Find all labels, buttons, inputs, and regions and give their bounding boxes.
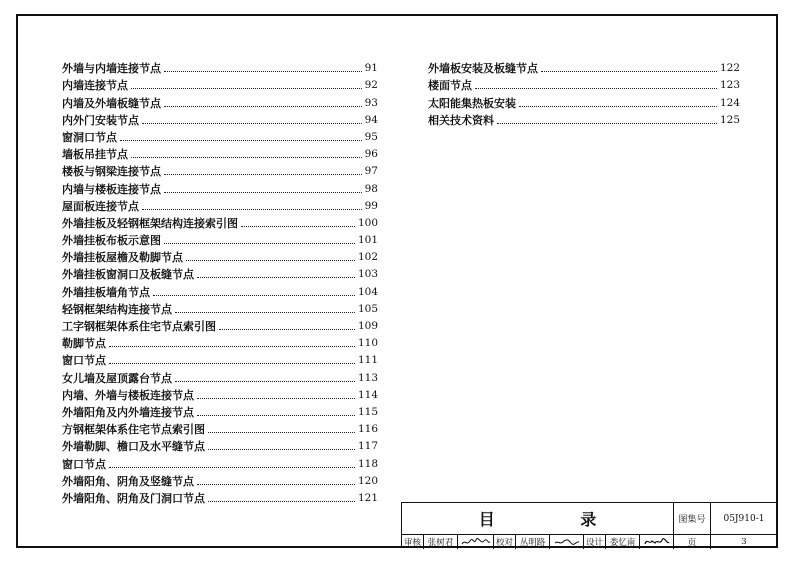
- toc-entry: [62, 247, 378, 264]
- toc-entry-title: 外墙阳角、阴角及门洞口节点: [62, 491, 205, 505]
- toc-entry: [62, 110, 378, 127]
- toc-entry-title: 方钢框架体系住宅节点索引图: [62, 423, 205, 437]
- toc-leader-dots: [131, 88, 362, 89]
- check-label: 校对: [494, 534, 516, 549]
- toc-entry-title: 内外门安装节点: [62, 113, 139, 127]
- toc-leader-dots: [109, 363, 355, 364]
- review-name: 张树君: [424, 534, 458, 549]
- toc-entry-page: 110: [357, 337, 378, 350]
- atlas-number: 05J910-1: [723, 513, 765, 524]
- toc-entry-page: 95: [364, 130, 378, 143]
- toc-leader-dots: [142, 209, 362, 210]
- toc-leader-dots: [153, 295, 355, 296]
- toc-entry: [62, 92, 378, 109]
- toc-entry-page: 124: [719, 96, 740, 109]
- toc-left-column: [62, 58, 378, 505]
- toc-entry-page: 91: [364, 62, 378, 75]
- toc-entry-page: 111: [357, 354, 378, 367]
- title-block: [401, 502, 778, 548]
- toc-leader-dots: [197, 484, 355, 485]
- toc-entry-title: 内墙及外墙板缝节点: [62, 96, 161, 110]
- toc-entry-page: 97: [364, 165, 378, 178]
- toc-entry: [62, 316, 378, 333]
- toc-entry-page: 109: [357, 320, 378, 332]
- toc-entry-page: 121: [357, 491, 378, 504]
- check-signature: [550, 534, 584, 549]
- toc-entry-page: 101: [357, 234, 378, 247]
- toc-entry-page: 113: [357, 371, 378, 384]
- toc-entry-page: 118: [357, 457, 378, 470]
- toc-entry-page: 120: [357, 474, 378, 487]
- toc-entry-page: 103: [357, 268, 378, 281]
- toc-leader-dots: [208, 501, 355, 502]
- toc-leader-dots: [519, 106, 717, 107]
- toc-leader-dots: [208, 449, 355, 450]
- toc-entry: [62, 299, 378, 316]
- toc-entry: [62, 127, 378, 144]
- toc-leader-dots: [175, 381, 355, 382]
- toc-entry-title: 外墙挂板墙角节点: [62, 285, 150, 299]
- toc-entry-title: 外墙挂板布板示意图: [62, 234, 161, 248]
- toc-entry-title: 相关技术资料: [428, 113, 494, 127]
- toc-entry-title: 外墙挂板及轻钢框架结构连接索引图: [62, 216, 238, 230]
- atlas-number-label: 图集号: [674, 503, 711, 534]
- toc-entry-page: 102: [357, 251, 378, 264]
- toc-entry: [62, 196, 378, 213]
- toc-entry: [62, 385, 378, 402]
- toc-entry-page: 99: [364, 199, 378, 212]
- toc-entry-title: 外墙与内墙连接节点: [62, 62, 161, 76]
- page-number: 3: [741, 536, 747, 547]
- toc-leader-dots: [541, 71, 717, 72]
- toc-leader-dots: [497, 123, 717, 124]
- toc-entry-page: 125: [719, 113, 740, 126]
- design-name: 娄忆南: [606, 534, 640, 549]
- toc-entry: [62, 350, 378, 367]
- toc-entry: [62, 453, 378, 470]
- toc-entry: [428, 92, 740, 109]
- toc-entry-title: 外墙阳角及内外墙连接节点: [62, 405, 194, 419]
- toc-entry-page: 96: [364, 148, 378, 161]
- toc-entry-page: 115: [357, 405, 378, 418]
- toc-entry-page: 104: [357, 285, 378, 298]
- toc-entry: [428, 58, 740, 75]
- review-signature: [458, 534, 494, 549]
- toc-entry: [62, 281, 378, 298]
- toc-entry-title: 窗口节点: [62, 457, 106, 471]
- toc-leader-dots: [186, 260, 355, 261]
- toc-entry-title: 女儿墙及屋顶露台节点: [62, 371, 172, 385]
- toc-leader-dots: [219, 329, 355, 330]
- toc-leader-dots: [164, 243, 355, 244]
- toc-leader-dots: [164, 71, 362, 72]
- toc-entry-page: 117: [357, 440, 378, 453]
- design-label: 设计: [584, 534, 606, 549]
- toc-entry-title: 内墙连接节点: [62, 79, 128, 93]
- toc-entry-page: 123: [719, 79, 740, 92]
- toc-entry: [62, 436, 378, 453]
- toc-leader-dots: [164, 106, 362, 107]
- design-signature: [640, 534, 674, 549]
- toc-entry-title: 太阳能集热板安装: [428, 96, 516, 110]
- toc-entry-title: 外墙板安装及板缝节点: [428, 62, 538, 76]
- toc-entry-page: 105: [357, 302, 378, 315]
- toc-entry-page: 100: [357, 216, 378, 229]
- toc-entry-page: 92: [364, 79, 378, 92]
- toc-leader-dots: [197, 277, 355, 278]
- toc-entry-title: 楼板与钢梁连接节点: [62, 165, 161, 179]
- toc-leader-dots: [142, 123, 362, 124]
- toc-entry: [62, 58, 378, 75]
- toc-leader-dots: [164, 192, 362, 193]
- toc-entry-title: 窗洞口节点: [62, 130, 117, 144]
- toc-entry: [62, 144, 378, 161]
- toc-entry-title: 外墙挂板窗洞口及板缝节点: [62, 268, 194, 282]
- toc-entry-title: 楼面节点: [428, 79, 472, 93]
- toc-entry-title: 窗口节点: [62, 354, 106, 368]
- toc-entry: [62, 402, 378, 419]
- toc-leader-dots: [208, 432, 355, 433]
- toc-entry: [62, 367, 378, 384]
- toc-entry: [428, 110, 740, 127]
- toc-entry-title: 轻钢框架结构连接节点: [62, 302, 172, 316]
- toc-leader-dots: [475, 88, 717, 89]
- toc-leader-dots: [197, 398, 355, 399]
- toc-entry: [62, 213, 378, 230]
- toc-entry: [62, 161, 378, 178]
- check-name: 丛明路: [516, 534, 550, 549]
- toc-entry: [62, 471, 378, 488]
- toc-entry: [62, 230, 378, 247]
- review-label: 审核: [402, 534, 424, 549]
- toc-entry-title: 墙板吊挂节点: [62, 148, 128, 162]
- toc-entry-title: 外墙阳角、阴角及竖缝节点: [62, 474, 194, 488]
- toc-entry: [62, 178, 378, 195]
- toc-entry: [62, 333, 378, 350]
- toc-entry-page: 94: [364, 113, 378, 126]
- toc-entry-title: 内墙与楼板连接节点: [62, 182, 161, 196]
- toc-entry-page: 122: [719, 62, 740, 75]
- toc-entry-title: 屋面板连接节点: [62, 199, 139, 213]
- toc-entry-title: 外墙挂板屋檐及勒脚节点: [62, 251, 183, 265]
- toc-leader-dots: [164, 174, 362, 175]
- toc-entry-title: 内墙、外墙与楼板连接节点: [62, 388, 194, 402]
- toc-leader-dots: [197, 415, 355, 416]
- toc-entry-title: 工字钢框架体系住宅节点索引图: [62, 320, 216, 333]
- title-block-top-row: [402, 503, 778, 535]
- toc-entry: [62, 488, 378, 505]
- toc-entry-page: 93: [364, 96, 378, 109]
- page-label: 页: [674, 534, 711, 549]
- document-title: 目 录: [402, 503, 674, 534]
- toc-entry-page: 116: [357, 423, 378, 436]
- toc-entry-page: 98: [364, 182, 378, 195]
- toc-entry: [62, 419, 378, 436]
- toc-right-column: [428, 58, 740, 127]
- toc-leader-dots: [241, 226, 355, 227]
- toc-leader-dots: [109, 346, 355, 347]
- toc-entry: [62, 75, 378, 92]
- toc-leader-dots: [131, 157, 362, 158]
- toc-entry-title: 勒脚节点: [62, 337, 106, 351]
- toc-leader-dots: [175, 312, 355, 313]
- toc-leader-dots: [120, 140, 362, 141]
- toc-entry: [62, 264, 378, 281]
- title-block-signature-row: [402, 534, 778, 549]
- toc-entry: [428, 75, 740, 92]
- toc-entry-title: 外墙勒脚、檐口及水平缝节点: [62, 440, 205, 454]
- toc-entry-page: 114: [357, 388, 378, 401]
- toc-leader-dots: [109, 467, 355, 468]
